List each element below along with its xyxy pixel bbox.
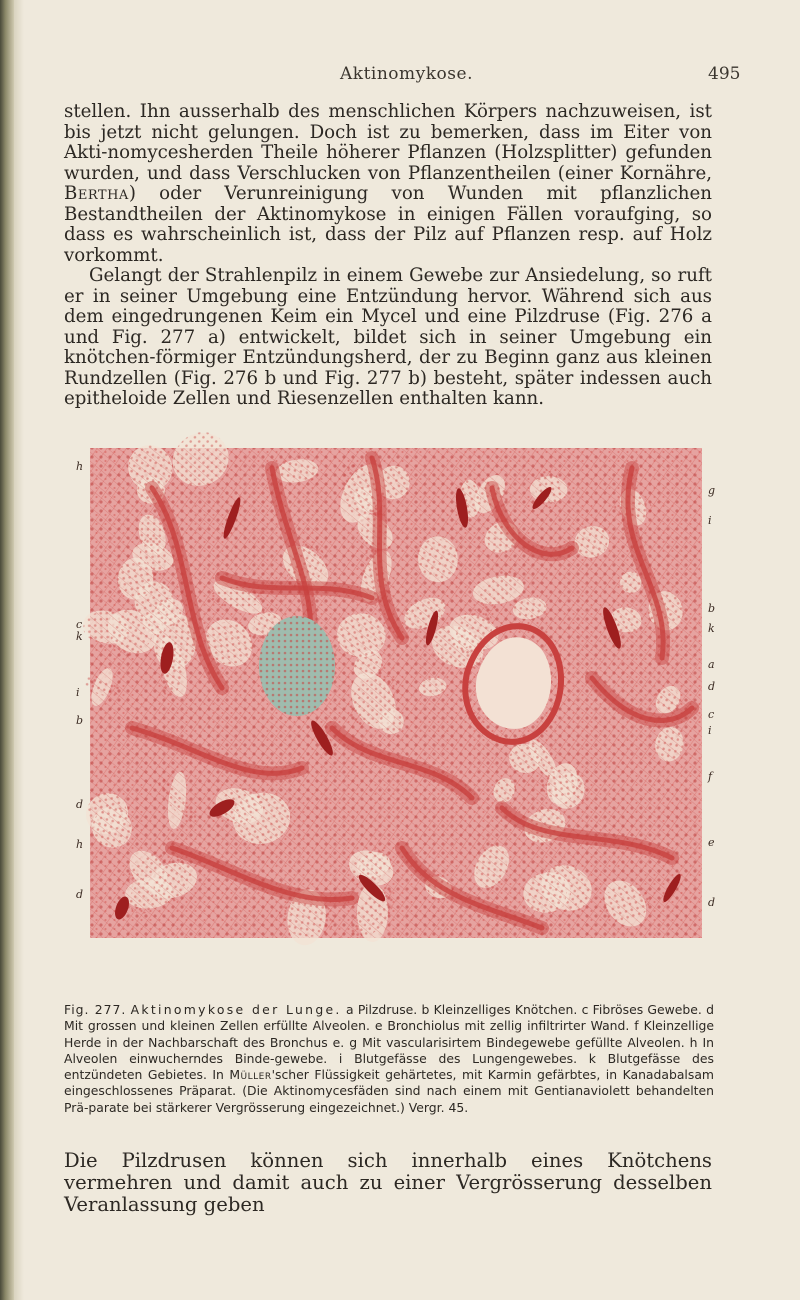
book-spine-shadow xyxy=(0,0,14,1300)
druse-texture xyxy=(259,616,335,716)
paragraph-1-part-a: stellen. Ihn ausserhalb des menschlichen Körpers nachzuweisen, ist bis jetzt nicht gelungen. Doch ist zu bemerken, dass im Eiter von Akti-nomycesherden Theile höherer Pflanzen (Holzsplitter) gefunden wurden, und dass Verschlucken von Pflanzentheilen (einer Kornähre, xyxy=(64,101,712,184)
caption-name-mueller: Müller xyxy=(229,1067,272,1083)
figure-label-right: d xyxy=(708,680,716,693)
author-name-bertha: Bertha xyxy=(64,183,129,204)
page-number: 495 xyxy=(708,64,741,84)
caption-figure-number: Fig. 277. xyxy=(64,1002,127,1017)
figure-label-left: k xyxy=(76,630,83,643)
caption-text-part-2: 'scher Flüssigkeit gehärtetes, mit Karmin gefärbtes, in Kanadabalsam eingeschlossenes Präparat. (Die Aktinomycesfäden sind nach einem mit Gentianaviolett behandelten Prä-parate bei stärkerer Vergrösserung eingezeichnet.) Vergr. 45. xyxy=(64,1067,714,1115)
figure-label-left: b xyxy=(76,714,84,727)
paragraph-1 xyxy=(64,102,712,266)
gutter-shadow xyxy=(14,0,24,1300)
figure-label-left: d xyxy=(76,888,84,901)
figure-label-right: i xyxy=(708,724,712,737)
figure-label-right: i xyxy=(708,514,712,527)
nodules-group xyxy=(90,448,702,938)
figure-label-right: c xyxy=(708,708,715,721)
figure-label-right: d xyxy=(708,896,716,909)
figure-label-left: h xyxy=(76,460,84,473)
figure-label-right: f xyxy=(708,770,713,783)
figure-label-right: k xyxy=(708,622,715,635)
figure-label-left: c xyxy=(76,618,83,631)
figure-label-right: b xyxy=(708,602,716,615)
paragraph-1-part-b: ) oder Verunreinigung von Wunden mit pflanzlichen Bestandtheilen der Aktinomykose in einigen Fällen voraufging, so dass es wahrscheinlich ist, dass der Pilz auf Pflanzen resp. auf Holz vorkommt. xyxy=(64,183,712,266)
connective-tissue-texture xyxy=(90,448,702,938)
figure-label-right: g xyxy=(708,484,716,497)
figure-label-right: e xyxy=(708,836,715,849)
closing-paragraph: Die Pilzdrusen können sich innerhalb eines Knötchens vermehren und damit auch zu einer Vergrösserung desselben Veranlassung geben xyxy=(64,1149,712,1216)
running-title: Aktinomykose. xyxy=(340,64,473,84)
body-text xyxy=(64,102,712,410)
caption-text-part-1: a Pilzdruse. b Kleinzelliges Knötchen. c Fibröses Gewebe. d Mit grossen und kleinen Zellen erfüllte Alveolen. e Bronchiolus mit zellig infiltrirter Wand. f Kleinzellige Herde in der Nachbarschaft des Bronchus e. g Mit vascularisirtem Bindegewebe gefüllte Alveolen. h In Alveolen einwucherndes Binde-gewebe. i Blutgefässe des Lungengewebes. k Blutgefässe des entzündeten Gebietes. In xyxy=(64,1002,714,1083)
histology-illustration xyxy=(72,428,722,948)
figure-label-left: h xyxy=(76,838,84,851)
figure-caption xyxy=(64,1002,714,1116)
caption-title: Aktinomykose der Lunge. xyxy=(130,1002,342,1017)
figure-label-right: a xyxy=(708,658,715,671)
paragraph-2: Gelangt der Strahlenpilz in einem Gewebe zur Ansiedelung, so ruft er in seiner Umgebung eine Entzündung hervor. Während sich aus dem eingedrungenen Keim ein Mycel und eine Pilzdruse (Fig. 276 a und Fig. 277 a) entwickelt, bildet sich in seiner Umgebung ein knötchen-förmiger Entzündungsherd, der zu Beginn ganz aus kleinen Rundzellen (Fig. 276 b und Fig. 277 b) besteht, später indessen auch epitheloide Zellen und Riesenzellen enthalten kann. xyxy=(64,265,712,409)
page-header xyxy=(0,64,800,94)
figure-277-lung-section xyxy=(72,428,722,948)
figure-label-left: i xyxy=(76,686,80,699)
figure-label-left: d xyxy=(76,798,84,811)
